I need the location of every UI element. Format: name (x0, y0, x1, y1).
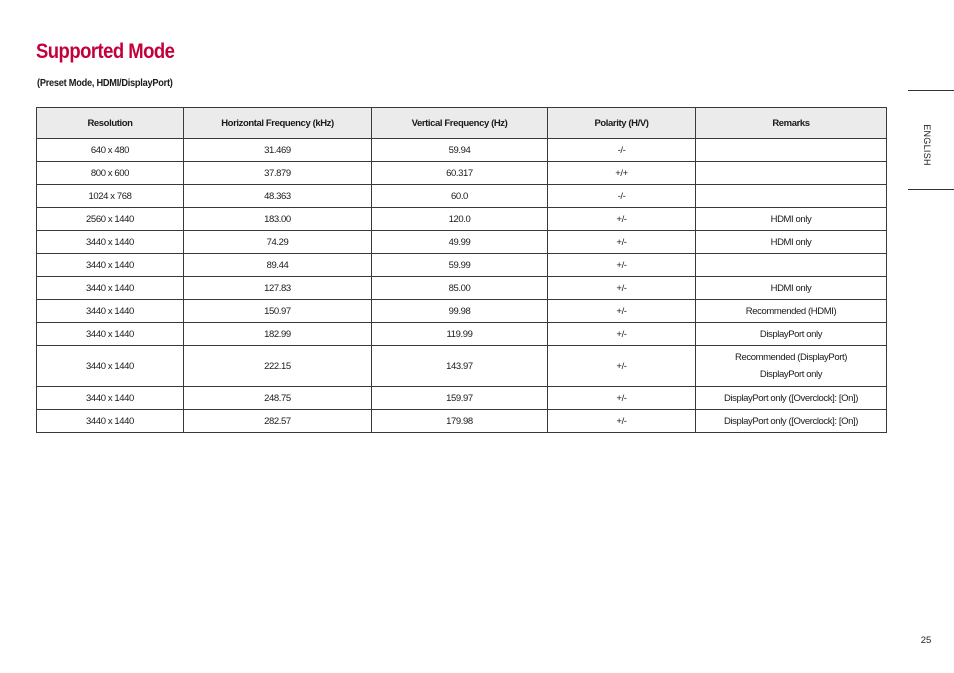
cell-polarity: +/- (548, 387, 696, 410)
table-row (37, 410, 887, 433)
cell-horizontal-frequency: 74.29 (184, 231, 372, 254)
cell-horizontal-frequency: 282.57 (184, 410, 372, 433)
cell-polarity: +/- (548, 231, 696, 254)
cell-horizontal-frequency: 37.879 (184, 162, 372, 185)
cell-horizontal-frequency: 222.15 (184, 346, 372, 387)
remark-line: Recommended (DisplayPort) (735, 352, 847, 363)
table-row (37, 346, 887, 387)
remark-line: DisplayPort only (759, 369, 823, 380)
table-row (37, 387, 887, 410)
cell-vertical-frequency: 179.98 (372, 410, 548, 433)
cell-remarks (696, 139, 887, 162)
cell-resolution: 3440 x 1440 (37, 277, 184, 300)
table-caption: (Preset Mode, HDMI/DisplayPort) (37, 77, 173, 89)
cell-horizontal-frequency: 150.97 (184, 300, 372, 323)
remark-line: DisplayPort only ([Overclock]: [On]) (724, 392, 858, 404)
supported-mode-table (36, 107, 887, 433)
cell-vertical-frequency: 59.94 (372, 139, 548, 162)
remark-line: HDMI only (770, 236, 812, 248)
table-row (37, 323, 887, 346)
cell-polarity: +/- (548, 277, 696, 300)
cell-vertical-frequency: 143.97 (372, 346, 548, 387)
remark-line: DisplayPort only ([Overclock]: [On]) (724, 415, 858, 427)
remark-line: HDMI only (770, 282, 812, 294)
table-body (37, 139, 887, 433)
cell-remarks (696, 185, 887, 208)
cell-resolution: 3440 x 1440 (37, 387, 184, 410)
cell-remarks (696, 346, 887, 387)
cell-remarks (696, 277, 887, 300)
cell-remarks (696, 208, 887, 231)
cell-resolution: 2560 x 1440 (37, 208, 184, 231)
cell-resolution: 1024 x 768 (37, 185, 184, 208)
cell-resolution: 3440 x 1440 (37, 410, 184, 433)
remark-line: Recommended (HDMI) (745, 305, 837, 317)
table-row (37, 139, 887, 162)
table-row (37, 185, 887, 208)
cell-horizontal-frequency: 127.83 (184, 277, 372, 300)
table-row (37, 277, 887, 300)
cell-horizontal-frequency: 248.75 (184, 387, 372, 410)
cell-resolution: 800 x 600 (37, 162, 184, 185)
cell-polarity: +/- (548, 300, 696, 323)
cell-resolution: 3440 x 1440 (37, 346, 184, 387)
header-horizontal-frequency: Horizontal Frequency (kHz) (184, 108, 372, 139)
cell-vertical-frequency: 119.99 (372, 323, 548, 346)
table-row (37, 231, 887, 254)
cell-vertical-frequency: 59.99 (372, 254, 548, 277)
table-row (37, 162, 887, 185)
cell-vertical-frequency: 120.0 (372, 208, 548, 231)
cell-vertical-frequency: 60.317 (372, 162, 548, 185)
cell-horizontal-frequency: 48.363 (184, 185, 372, 208)
cell-vertical-frequency: 49.99 (372, 231, 548, 254)
cell-horizontal-frequency: 31.469 (184, 139, 372, 162)
cell-polarity: +/- (548, 254, 696, 277)
page-number: 25 (920, 635, 932, 646)
cell-horizontal-frequency: 183.00 (184, 208, 372, 231)
cell-polarity: +/- (548, 410, 696, 433)
header-vertical-frequency: Vertical Frequency (Hz) (372, 108, 548, 139)
cell-vertical-frequency: 60.0 (372, 185, 548, 208)
cell-resolution: 3440 x 1440 (37, 300, 184, 323)
cell-polarity: +/+ (548, 162, 696, 185)
page-title: Supported Mode (36, 40, 175, 63)
side-divider-top (908, 90, 954, 91)
cell-polarity: +/- (548, 346, 696, 387)
table-row (37, 300, 887, 323)
language-label: ENGLISH (922, 124, 932, 166)
header-resolution: Resolution (37, 108, 184, 139)
cell-remarks (696, 323, 887, 346)
header-polarity: Polarity (H/V) (548, 108, 696, 139)
table-row (37, 208, 887, 231)
cell-vertical-frequency: 85.00 (372, 277, 548, 300)
cell-vertical-frequency: 159.97 (372, 387, 548, 410)
cell-horizontal-frequency: 89.44 (184, 254, 372, 277)
side-divider-bottom (908, 189, 954, 190)
cell-remarks (696, 254, 887, 277)
remark-line: HDMI only (770, 213, 812, 225)
remark-line: DisplayPort only (759, 328, 823, 340)
table-row (37, 254, 887, 277)
cell-resolution: 3440 x 1440 (37, 254, 184, 277)
cell-resolution: 640 x 480 (37, 139, 184, 162)
cell-remarks (696, 387, 887, 410)
cell-vertical-frequency: 99.98 (372, 300, 548, 323)
cell-polarity: -/- (548, 139, 696, 162)
table-header-row (37, 108, 887, 139)
cell-horizontal-frequency: 182.99 (184, 323, 372, 346)
cell-resolution: 3440 x 1440 (37, 323, 184, 346)
header-remarks: Remarks (696, 108, 887, 139)
cell-remarks (696, 410, 887, 433)
cell-polarity: -/- (548, 185, 696, 208)
cell-polarity: +/- (548, 208, 696, 231)
cell-remarks (696, 300, 887, 323)
cell-remarks (696, 231, 887, 254)
cell-remarks (696, 162, 887, 185)
cell-polarity: +/- (548, 323, 696, 346)
cell-resolution: 3440 x 1440 (37, 231, 184, 254)
